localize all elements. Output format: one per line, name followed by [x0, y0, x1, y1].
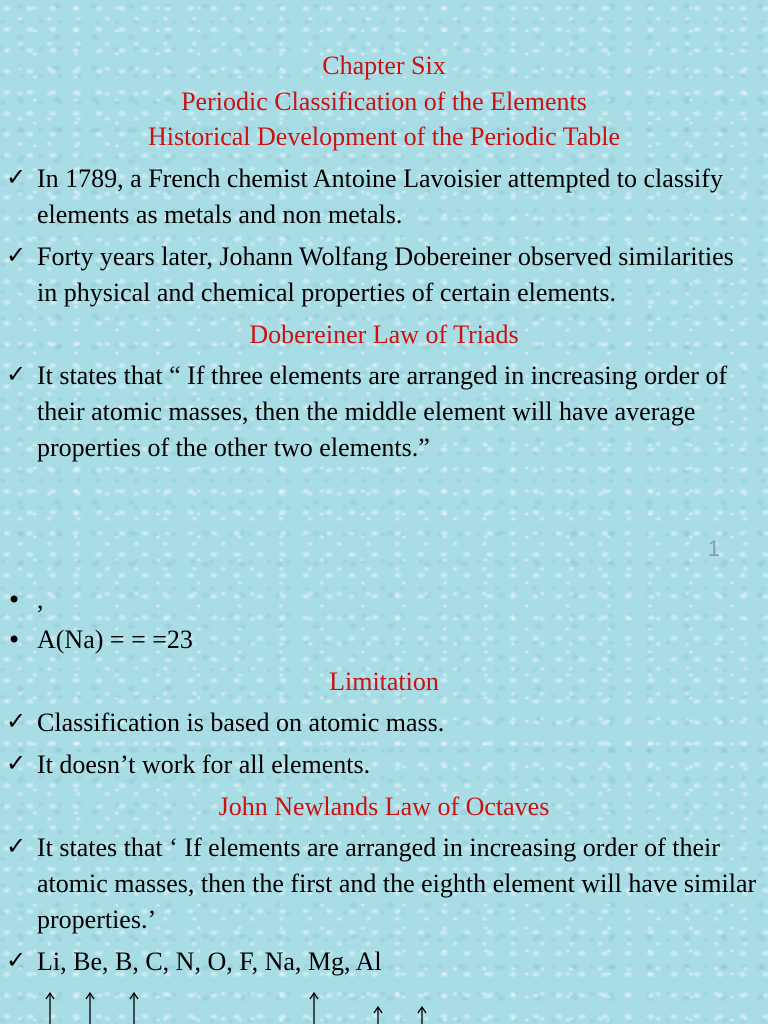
list-item-text: It doesn’t work for all elements.: [37, 750, 371, 779]
list-item-text: Classification is based on atomic mass.: [37, 708, 445, 737]
triads-heading: Dobereiner Law of Triads: [249, 319, 519, 349]
list-item: [0, 239, 768, 311]
list-item: [0, 622, 768, 658]
list-item: [0, 944, 768, 980]
limitation-heading: Limitation: [329, 667, 439, 696]
checkmark-icon: ✓: [6, 240, 27, 269]
bullet-icon: •: [7, 626, 22, 654]
checkmark-icon: ✓: [6, 749, 27, 777]
octave-arrows: [0, 990, 768, 1024]
page-number: 1: [707, 536, 720, 561]
list-item: [0, 582, 768, 618]
bullet-icon: •: [7, 586, 22, 614]
list-item-text: It states that ‘ If elements are arranged in increasing order of their atomic masses, then the first and the eighth element will have similar properties.’: [37, 833, 757, 934]
list-item-text: In 1789, a French chemist Antoine Lavoisier attempted to classify elements as metals and non metals.: [37, 163, 723, 229]
list-item: [0, 358, 768, 466]
checkmark-icon: ✓: [6, 162, 27, 191]
octave-arrows-diagram: [0, 990, 768, 1024]
list-item: [0, 161, 768, 233]
checkmark-icon: ✓: [6, 832, 27, 860]
checkmark-icon: ✓: [6, 359, 27, 388]
list-item-text: A(Na) = = =23: [37, 625, 193, 654]
list-item-text: Li, Be, B, C, N, O, F, Na, Mg, Al: [37, 947, 382, 976]
list-item: [0, 830, 768, 938]
list-item-text: ,: [37, 585, 44, 614]
list-item-text: It states that “ If three elements are arranged in increasing order of their atomic masses, then the middle element will have average properties of the other two elements.”: [37, 360, 728, 462]
checkmark-icon: ✓: [6, 946, 27, 974]
list-item: [0, 705, 768, 741]
chapter-subtitle: Periodic Classification of the Elements: [181, 86, 587, 116]
list-item-text: Forty years later, Johann Wolfang Dobereiner observed similarities in physical and chemical properties of certain elements.: [37, 241, 734, 307]
checkmark-icon: ✓: [6, 707, 27, 735]
slide-1: [0, 48, 768, 472]
octaves-heading: John Newlands Law of Octaves: [218, 792, 550, 821]
list-item: [0, 747, 768, 783]
chapter-title: Chapter Six: [322, 51, 446, 80]
slide-2: [0, 582, 768, 986]
section-title: Historical Development of the Periodic Table: [147, 122, 621, 151]
